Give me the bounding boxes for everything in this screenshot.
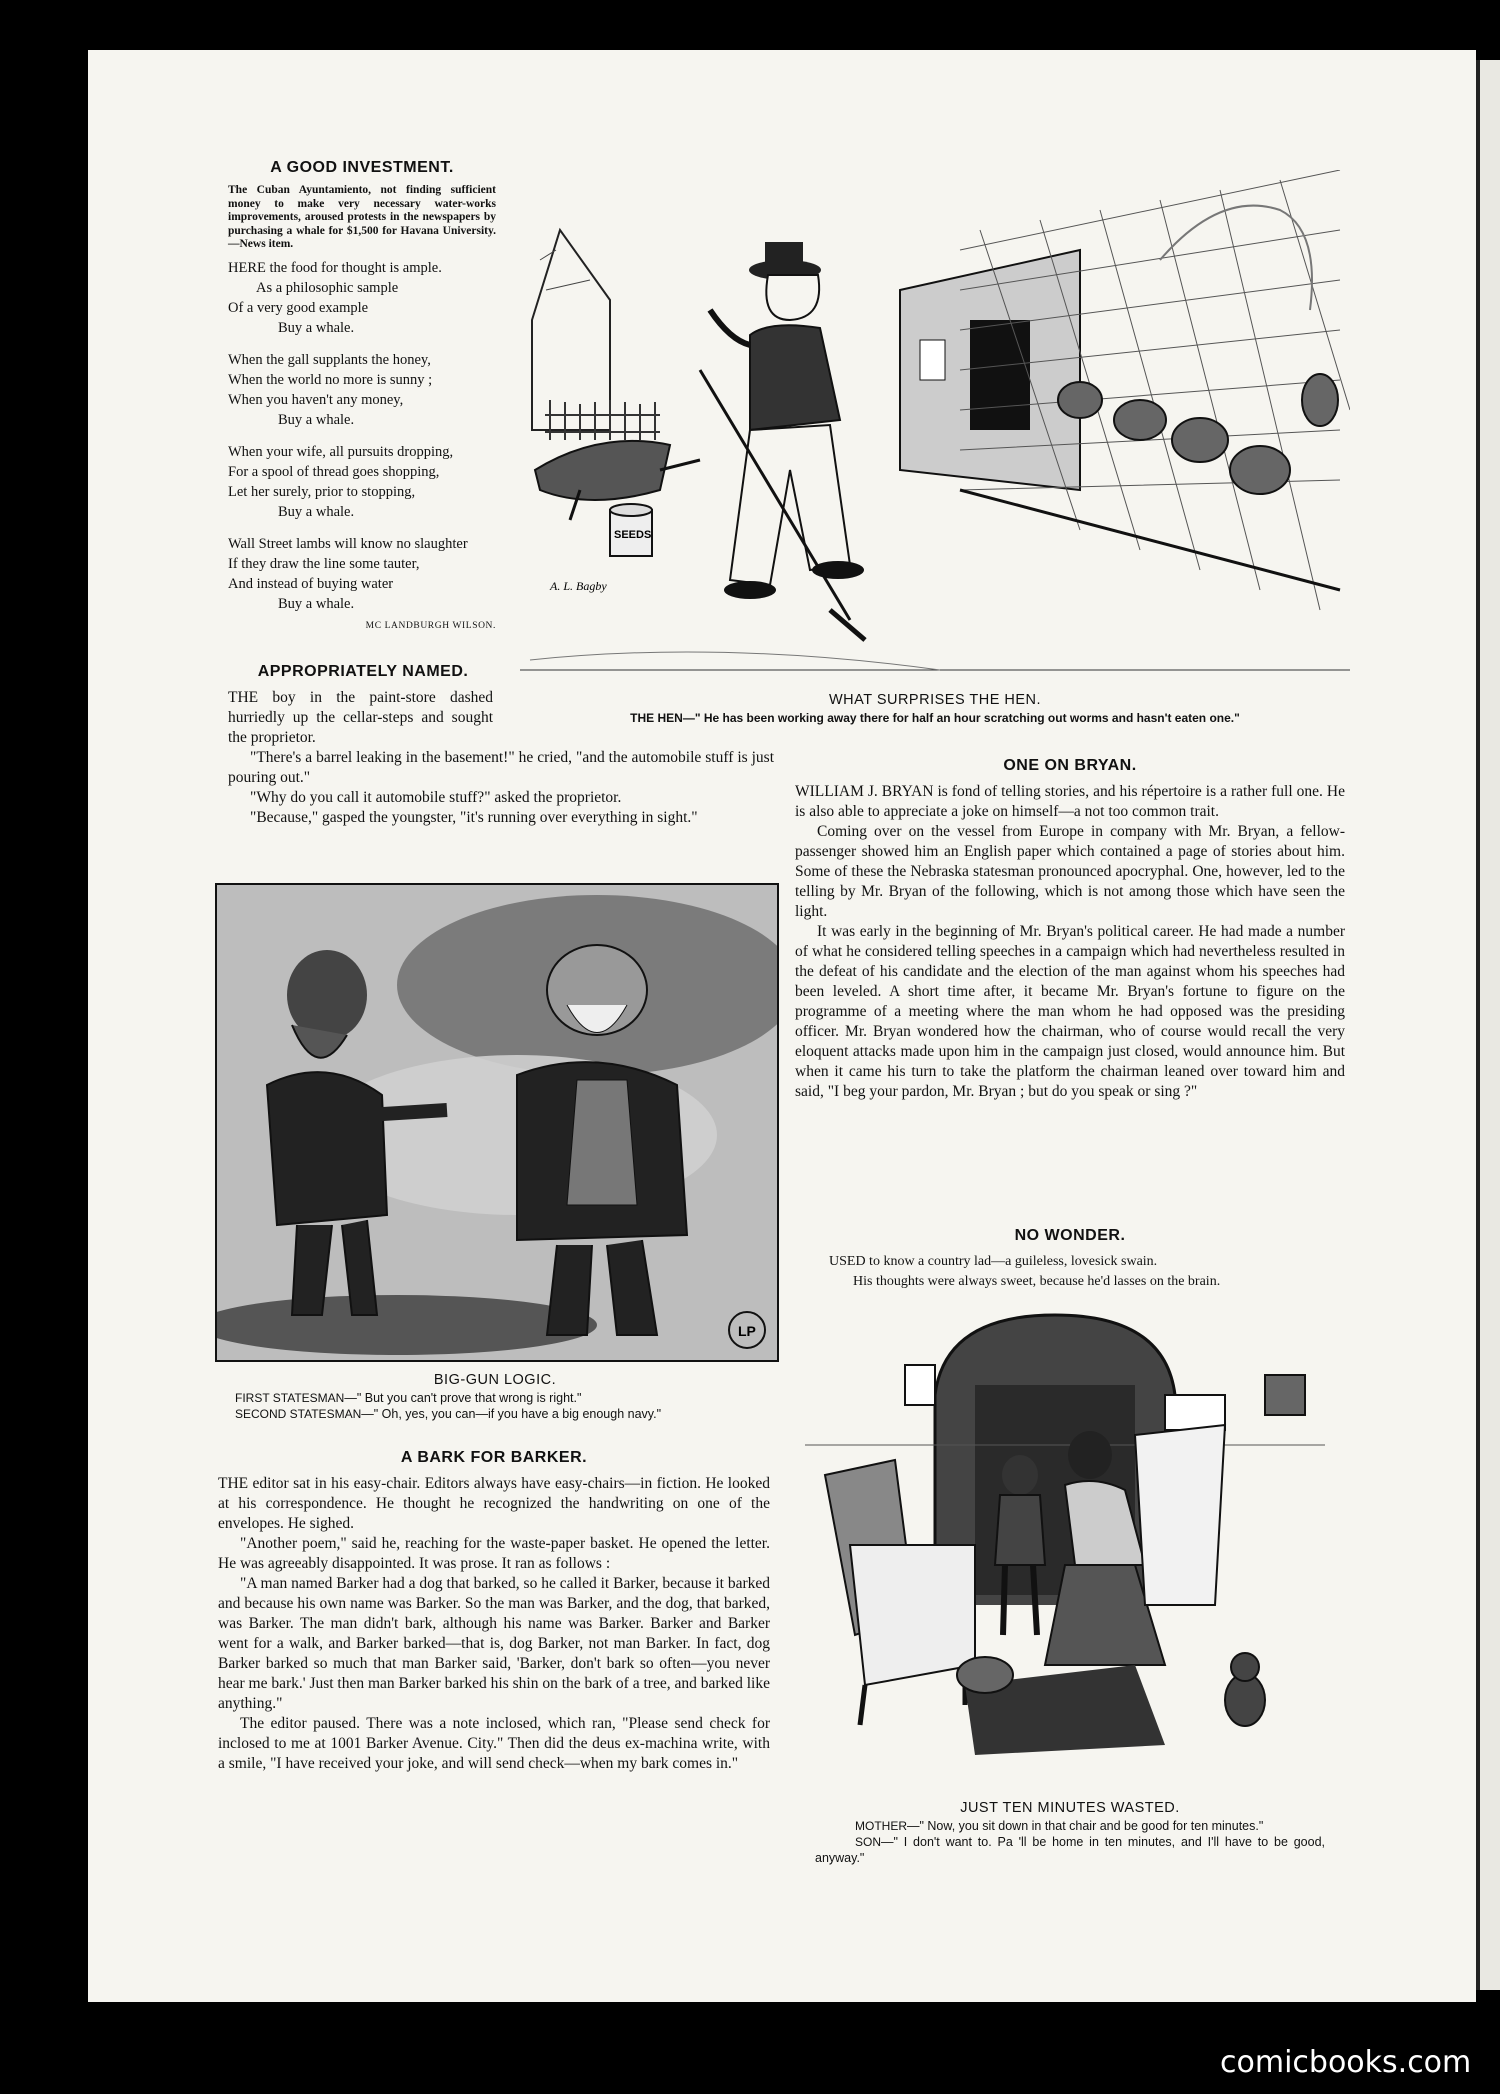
article-appropriately-named — [228, 662, 774, 828]
stanza-line: HERE the food for thought is ample. — [228, 259, 442, 276]
caption-dialogue-1 — [215, 1390, 775, 1406]
caption-speaker: SON — [855, 1835, 882, 1849]
article-paragraph: It was early in the beginning of Mr. Bryan's political career. He had made a number of what he considered telling speeches in a campaign which had nevertheless resulted in the defeat of his candidate and the election of the man against whom his speeches had been leveled. A short time after, it became Mr. Bryan's fortune to figure on the programme of a meeting where the man whom he had opposed was the presiding officer. Mr. Bryan wondered how the chairman, who of course would recall the very eloquent attacks made upon him in the campaign just closed, would announce him. But when it came his turn to take the platform the chairman leaned over toward him and said, "I beg your pardon, Mr. Bryan ; but do you speak or sing ?" — [795, 923, 1345, 1100]
mother-and-son-illustration — [805, 1305, 1325, 1765]
article-paragraph: "Because," gasped the youngster, "it's running over everything in sight." — [250, 809, 698, 826]
caption-quote: —" But you can't prove that wrong is right." — [344, 1391, 582, 1405]
poem-line: USED to know a country lad—a guileless, lovesick swain. — [829, 1254, 1158, 1269]
poem-no-wonder — [795, 1226, 1345, 1292]
article-paragraph: THE boy in the paint-store dashed hurriedly up the cellar-steps and sought the proprietor. — [228, 689, 493, 746]
poem-author: MC LANDBURGH WILSON. — [365, 620, 496, 631]
caption-speaker: FIRST STATESMAN — [235, 1391, 345, 1405]
stanza-line: If they draw the line some tauter, — [228, 555, 420, 572]
article-a-bark-for-barker — [218, 1448, 770, 1774]
hen-caption — [520, 690, 1350, 726]
stanza-2 — [228, 350, 496, 430]
article-title: APPROPRIATELY NAMED. — [257, 663, 469, 680]
stanza-line: Wall Street lambs will know no slaughter — [228, 535, 468, 552]
article-title: A BARK FOR BARKER. — [400, 1449, 588, 1466]
article-paragraph: "Another poem," said he, reaching for the waste-paper basket. He opened the letter. He was agreeably disappointed. It was prose. It ran as follows : — [218, 1535, 770, 1572]
seeds-can-label: SEEDS — [614, 529, 652, 541]
caption-dialogue — [520, 710, 1350, 726]
big-gun-logic-illustration — [215, 883, 779, 1362]
caption-speaker: SECOND STATESMAN — [235, 1407, 362, 1421]
stanza-refrain: Buy a whale. — [278, 411, 355, 428]
facing-page-edge — [1476, 60, 1500, 1990]
ten-minutes-caption — [815, 1798, 1325, 1866]
caption-dialogue-1 — [815, 1818, 1325, 1834]
stanza-3 — [228, 442, 496, 522]
caption-title: WHAT SURPRISES THE HEN. — [828, 692, 1042, 708]
stanza-line: When you haven't any money, — [228, 391, 404, 408]
poem-line: His thoughts were always sweet, because he'd lasses on the brain. — [853, 1274, 1221, 1289]
stanza-refrain: Buy a whale. — [278, 503, 355, 520]
stanza-line: When the gall supplants the honey, — [228, 351, 431, 368]
artist-signature: A. L. Bagby — [550, 579, 607, 593]
article-paragraph: THE editor sat in his easy-chair. Editors always have easy-chairs—in fiction. He looked at his correspondence. He thought he recognized the handwriting on one of the envelopes. He sighed. — [218, 1475, 770, 1532]
stanza-refrain: Buy a whale. — [278, 595, 355, 612]
caption-dialogue-2 — [815, 1834, 1325, 1866]
stanza-line: When your wife, all pursuits dropping, — [228, 443, 454, 460]
caption-title: BIG-GUN LOGIC. — [433, 1372, 557, 1388]
stanza-line: When the world no more is sunny ; — [228, 371, 433, 388]
ten-minutes-illustration — [805, 1305, 1325, 1765]
stanza-line: As a philosophic sample — [256, 279, 399, 296]
caption-speaker: MOTHER — [855, 1819, 907, 1833]
caption-quote: —" He has been working away there for half an hour scratching out worms and hasn't eaten one." — [682, 711, 1240, 725]
two-statesmen-illustration — [217, 885, 777, 1360]
article-one-on-bryan — [795, 756, 1345, 1102]
stanza-line: Let her surely, prior to stopping, — [228, 483, 416, 500]
article-paragraph: "Why do you call it automobile stuff?" asked the proprietor. — [250, 789, 622, 806]
article-title: ONE ON BRYAN. — [1003, 757, 1137, 774]
article-paragraph: The editor paused. There was a note inclosed, which ran, "Please send check for inclosed to me at 1001 Barker Avenue. City." Then did the deus ex-machina write, with a smile, "I have received your joke, and will send check—when my bark comes in." — [218, 1715, 770, 1772]
poem-a-good-investment — [228, 158, 496, 636]
stanza-line: For a spool of thread goes shopping, — [228, 463, 440, 480]
hen-yard-illustration — [520, 170, 1350, 680]
article-paragraph: Coming over on the vessel from Europe in company with Mr. Bryan, a fellow-passenger showed him an English paper which contained a page of stories about him. Some of these the Nebraska statesman pronounced apocryphal. One, however, led to the telling by Mr. Bryan of the following, which is not among those which have seen the light. — [795, 823, 1345, 920]
news-item-note: The Cuban Ayuntamiento, not finding sufficient money to make very necessary water-works improvements, aroused protests in the newspapers by purchasing a whale for $1,500 for Havana University.—News item. — [228, 184, 496, 250]
stanza-1 — [228, 258, 496, 338]
stanza-4 — [228, 534, 496, 614]
caption-speaker: THE HEN — [630, 711, 683, 725]
caption-quote: —" Now, you sit down in that chair and be good for ten minutes." — [907, 1819, 1264, 1833]
svg-text:LP: LP — [738, 1323, 756, 1339]
caption-quote: —" Oh, yes, you can—if you have a big enough navy." — [361, 1407, 662, 1421]
big-gun-caption — [215, 1370, 775, 1422]
caption-dialogue-2 — [215, 1406, 775, 1422]
article-paragraph: "A man named Barker had a dog that barked, so he called it Barker, because it barked and because his own name was Barker. So the man was Barker, and the dog, that barked, was Barker. The man didn't bark, although his name was Barker. Barker and Barker went for a walk, and Barker barked—that is, dog Barker, not man Barker. In fact, dog Barker barked so much that man Barker said, 'Barker, don't bark so often—you never hear me bark.' Just then man Barker barked his shin on the bark of a tree, and barked like anything." — [218, 1575, 770, 1712]
site-watermark: comicbooks.com — [1220, 2045, 1472, 2080]
farmer-raking-illustration — [520, 170, 1350, 680]
article-paragraph: "There's a barrel leaking in the basement!" he cried, "and the automobile stuff is just pouring out." — [228, 749, 774, 786]
stanza-refrain: Buy a whale. — [278, 319, 355, 336]
stanza-line: Of a very good example — [228, 299, 369, 316]
poem-title: NO WONDER. — [1014, 1227, 1126, 1244]
poem-title: A GOOD INVESTMENT. — [270, 159, 454, 176]
stanza-line: And instead of buying water — [228, 575, 394, 592]
caption-title: JUST TEN MINUTES WASTED. — [960, 1800, 1180, 1816]
article-paragraph: WILLIAM J. BRYAN is fond of telling stories, and his répertoire is a rather full one. He is also able to appreciate a joke on himself—a not too common trait. — [795, 783, 1345, 820]
caption-quote: —" I don't want to. Pa 'll be home in ten minutes, and I'll have to be good, anyway." — [815, 1835, 1325, 1865]
